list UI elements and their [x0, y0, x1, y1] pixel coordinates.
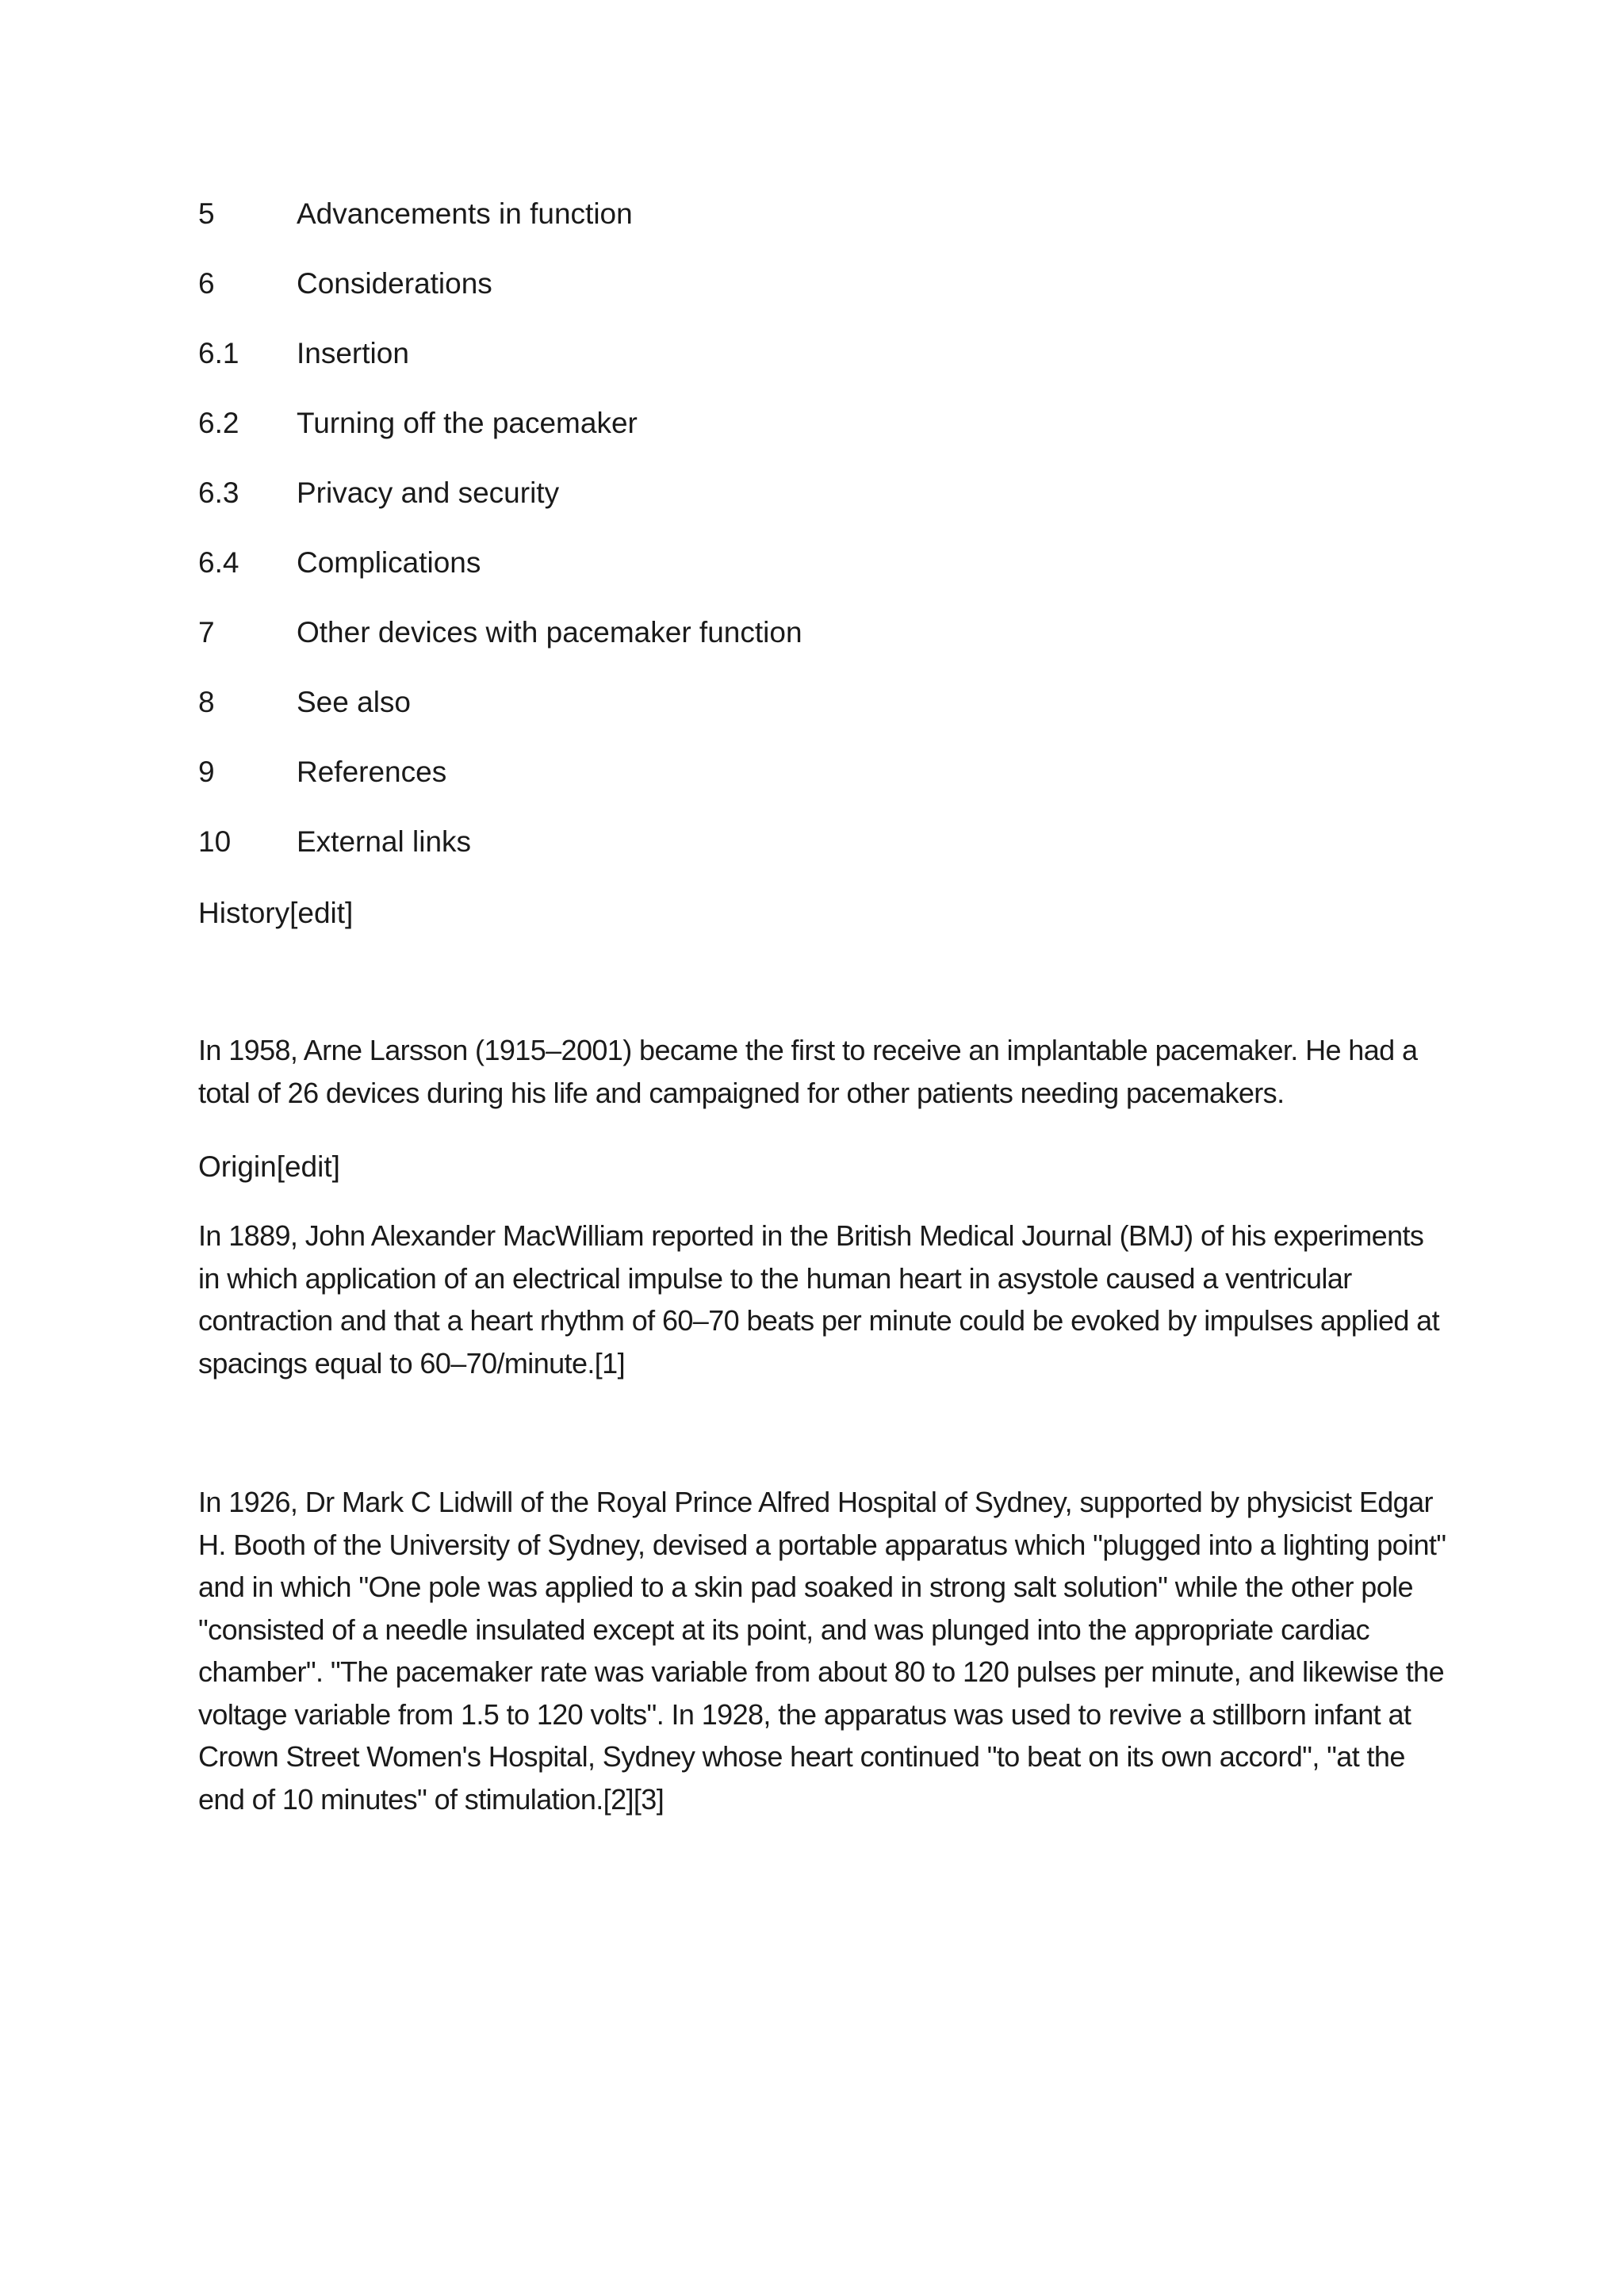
toc-item-label: References	[297, 756, 447, 788]
toc-item-label: Other devices with pacemaker function	[297, 616, 802, 649]
toc-item-label: See also	[297, 686, 411, 718]
table-of-contents	[198, 190, 1467, 888]
toc-item	[198, 748, 1467, 818]
toc-item-number: 6.2	[198, 407, 239, 439]
toc-item	[198, 260, 1467, 330]
history-heading: History[edit]	[198, 897, 354, 929]
toc-item	[198, 469, 1467, 539]
toc-item-label: Turning off the pacemaker	[297, 407, 638, 439]
origin-paragraph-1926: In 1926, Dr Mark C Lidwill of the Royal Prince Alfred Hospital of Sydney, supported by physicist Edgar H. Booth of the University of Sydney, devised a portable apparatus which "plugged into a lighting point" and in which "One pole was applied to a skin pad soaked in strong salt solution" while the other pole "consisted of a needle insulated except at its point, and was plunged into the appropriate cardiac chamber". "The pacemaker rate was variable from about 80 to 120 pulses per minute, and likewise the voltage variable from 1.5 to 120 volts". In 1928, the apparatus was used to revive a stillborn infant at Crown Street Women's Hospital, Sydney whose heart continued "to beat on its own accord", "at the end of 10 minutes" of stimulation.[2][3]	[198, 1486, 1446, 1816]
origin-paragraph-1889: In 1889, John Alexander MacWilliam reported in the British Medical Journal (BMJ) of his experiments in which application of an electrical impulse to the human heart in asystole caused a ventricular contraction and that a heart rhythm of 60–70 beats per minute could be evoked by impulses applied at spacings equal to 60–70/minute.[1]	[198, 1219, 1440, 1380]
toc-item-label: Complications	[297, 546, 481, 579]
toc-item	[198, 400, 1467, 469]
toc-item	[198, 330, 1467, 400]
toc-item-label: External links	[297, 825, 472, 858]
toc-item-label: Insertion	[297, 337, 409, 369]
toc-item-number: 6.1	[198, 337, 239, 369]
toc-item	[198, 679, 1467, 748]
toc-item-label: Privacy and security	[297, 476, 560, 509]
toc-item-number: 8	[198, 686, 215, 718]
toc-item-number: 6.4	[198, 546, 239, 579]
toc-item-number: 7	[198, 616, 215, 649]
toc-item-label: Considerations	[297, 267, 492, 300]
toc-item-number: 10	[198, 825, 232, 858]
toc-item-number: 9	[198, 756, 215, 788]
toc-item-number: 6.3	[198, 476, 239, 509]
history-paragraph: In 1958, Arne Larsson (1915–2001) became the first to receive an implantable pacemaker. He had a total of 26 devices during his life and campaigned for other patients needing pacemakers.	[198, 1034, 1418, 1109]
toc-item-number: 6	[198, 267, 215, 300]
toc-item	[198, 818, 1467, 888]
toc-item	[198, 539, 1467, 609]
toc-item-number: 5	[198, 197, 215, 230]
origin-heading: Origin[edit]	[198, 1150, 340, 1183]
toc-item-label: Advancements in function	[297, 197, 633, 230]
toc-item	[198, 609, 1467, 679]
toc-item	[198, 190, 1467, 260]
